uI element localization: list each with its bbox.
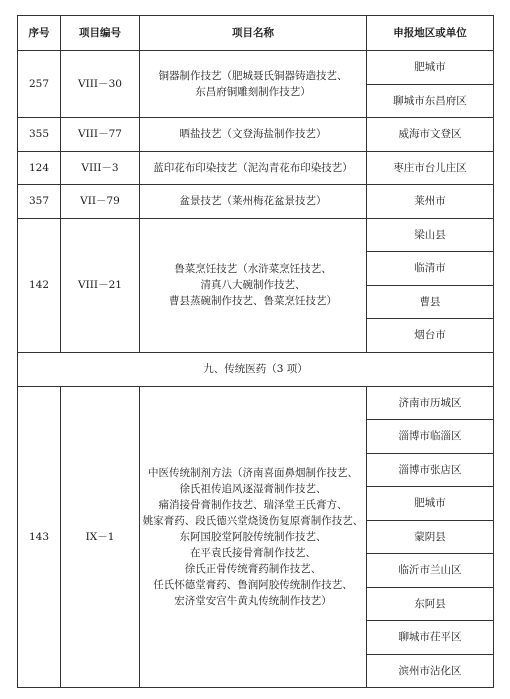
table-row <box>18 51 494 85</box>
header-code: 项目编号 <box>61 16 140 51</box>
region-cell: 东阿县 <box>367 587 494 621</box>
table-row <box>18 386 494 420</box>
region-cell: 肥城市 <box>367 51 494 85</box>
region-cell: 肥城市 <box>367 487 494 521</box>
region-cell: 枣庄市台儿庄区 <box>367 151 494 185</box>
project-name-line: 中医传统制剂方法（济南喜面鼻烟制作技艺、 <box>148 466 358 479</box>
project-name-line: 东昌府铜雕刻制作技艺） <box>195 86 311 98</box>
project-name-line: 清真八大碗制作技艺、 <box>200 279 306 291</box>
project-name-line: 徐氏祖传追风逐湿膏制作技艺、 <box>179 482 327 495</box>
region-cell: 聊城市东昌府区 <box>367 84 494 118</box>
code-cell: VII－79 <box>61 185 140 219</box>
table-row <box>18 218 494 252</box>
section-title: 九、传统医药（3 项） <box>18 352 494 386</box>
project-name-cell <box>140 185 367 219</box>
project-name-line: 在平袁氏接骨膏制作技艺、 <box>190 546 316 559</box>
project-name-line: 蓝印花布印染技艺（泥沟青花布印染技艺） <box>153 161 353 174</box>
section-row <box>18 352 494 386</box>
region-cell: 滨州市沾化区 <box>367 654 494 688</box>
project-name-cell <box>140 151 367 185</box>
table-row <box>18 118 494 152</box>
project-name-line: 铜器制作技艺（肥城聂氏铜器铸造技艺、 <box>158 70 348 82</box>
project-name-cell <box>140 386 367 688</box>
region-cell: 临清市 <box>367 252 494 286</box>
code-cell: VIII－21 <box>61 218 140 352</box>
project-name-line: 痛消接骨膏制作技艺、瑞泽堂王氏膏方、 <box>158 498 348 511</box>
project-name-line: 东阿国胶堂阿胶传统制作技艺、 <box>179 530 327 543</box>
region-cell: 蒙阴县 <box>367 520 494 554</box>
header-row <box>18 16 494 51</box>
project-name-cell <box>140 218 367 352</box>
region-cell: 烟台市 <box>367 319 494 353</box>
region-cell: 淄博市临淄区 <box>367 420 494 454</box>
project-name-line: 姚家膏药、段氏德兴堂烧烫伤复原膏制作技艺、 <box>142 514 364 527</box>
code-cell: VIII－77 <box>61 118 140 152</box>
table-row <box>18 151 494 185</box>
project-name-line: 任氏怀德堂膏药、鲁润阿胶传统制作技艺、 <box>153 578 353 591</box>
project-name-line: 宏济堂安宫牛黄丸传统制作技艺） <box>174 594 332 607</box>
region-cell: 梁山县 <box>367 218 494 252</box>
project-name-line: 盆景技艺（莱州梅花盆景技艺） <box>179 195 327 208</box>
header-region: 申报地区或单位 <box>367 16 494 51</box>
header-name: 项目名称 <box>140 16 367 51</box>
region-cell: 曹县 <box>367 285 494 319</box>
project-name-line: 曹县蒸碗制作技艺、鲁菜烹饪技艺） <box>169 295 337 307</box>
seq-cell: 357 <box>18 185 61 219</box>
code-cell: VIII－3 <box>61 151 140 185</box>
seq-cell: 143 <box>18 386 61 688</box>
region-cell: 临沂市兰山区 <box>367 554 494 588</box>
project-name-cell <box>140 118 367 152</box>
region-cell: 威海市文登区 <box>367 118 494 152</box>
code-cell: VIII－30 <box>61 51 140 118</box>
code-cell: IX－1 <box>61 386 140 688</box>
project-name-cell <box>140 51 367 118</box>
heritage-table <box>17 15 494 688</box>
table-row <box>18 185 494 219</box>
seq-cell: 257 <box>18 51 61 118</box>
seq-cell: 142 <box>18 218 61 352</box>
project-name-line: 晒盐技艺（文登海盐制作技艺） <box>179 128 327 141</box>
seq-cell: 124 <box>18 151 61 185</box>
project-name-line: 鲁菜烹饪技艺（水浒菜烹饪技艺、 <box>174 263 332 275</box>
region-cell: 淄博市张店区 <box>367 453 494 487</box>
region-cell: 聊城市茌平区 <box>367 621 494 655</box>
region-cell: 莱州市 <box>367 185 494 219</box>
seq-cell: 355 <box>18 118 61 152</box>
project-name-line: 徐氏正骨传统膏药制作技艺、 <box>184 562 322 575</box>
region-cell: 济南市历城区 <box>367 386 494 420</box>
header-seq: 序号 <box>18 16 61 51</box>
